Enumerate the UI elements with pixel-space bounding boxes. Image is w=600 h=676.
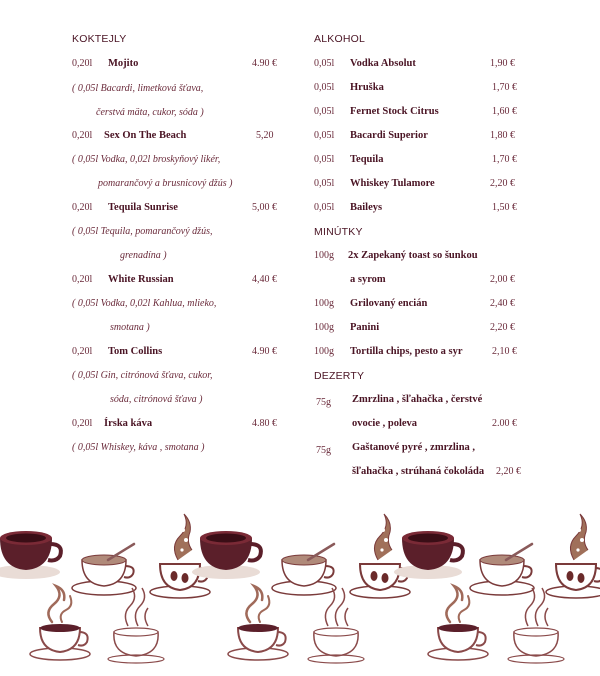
alcohol-name: Baileys: [350, 202, 383, 213]
snack-volume: 100g: [314, 346, 334, 357]
cocktail-name: Tom Collins: [108, 346, 163, 357]
cocktail-desc: ( 0,05l Tequila, pomarančový džús,: [72, 226, 213, 237]
snack-price: 2,40 €: [490, 298, 515, 309]
cocktail-desc: sóda, citrónová šťava ): [110, 394, 203, 405]
alcohol-volume: 0,05l: [314, 130, 335, 141]
alcohol-name: Hruška: [350, 82, 384, 93]
cocktail-desc: ( 0,05l Gin, citrónová šťava, cukor,: [72, 370, 213, 381]
alcohol-price: 1,70 €: [492, 82, 517, 93]
alcohol-name: Vodka Absolut: [350, 58, 416, 69]
snack-name: 2x Zapekaný toast so šunkou: [348, 250, 478, 261]
cocktail-desc: ( 0,05l Vodka, 0,02l Kahlua, mlieko,: [72, 298, 217, 309]
dessert-price: 2.00 €: [492, 418, 517, 429]
alcohol-name: Tequila: [350, 154, 384, 165]
dessert-volume: 75g: [316, 397, 331, 408]
alcohol-volume: 0,05l: [314, 178, 335, 189]
alcohol-price: 1,80 €: [490, 130, 515, 141]
snack-price: 2,10 €: [492, 346, 517, 357]
cocktail-desc: grenadína ): [120, 250, 167, 261]
alcohol-price: 2,20 €: [490, 178, 515, 189]
cocktail-name: Mojito: [108, 58, 139, 69]
snack-name: Tortilla chips, pesto a syr: [350, 346, 463, 357]
alcohol-volume: 0,05l: [314, 58, 335, 69]
cup-icon: [0, 514, 600, 663]
cocktail-name: Írska káva: [104, 418, 153, 429]
dessert-price: 2,20 €: [496, 466, 521, 477]
cocktail-desc: ( 0,05l Whiskey, káva , smotana ): [72, 442, 205, 453]
cocktail-desc: ( 0,05l Bacardi, limetková šťava,: [72, 83, 204, 94]
snack-name: a syrom: [350, 274, 386, 285]
alcohol-name: Bacardi Superior: [350, 130, 428, 141]
cocktail-name: White Russian: [108, 274, 174, 285]
cocktail-price: 4.80 €: [252, 418, 277, 429]
dessert-volume: 75g: [316, 445, 331, 456]
alcohol-price: 1,50 €: [492, 202, 517, 213]
cocktail-desc: pomarančový a brusnicový džús ): [98, 178, 233, 189]
alcohol-name: Whiskey Tulamore: [350, 178, 435, 189]
snack-volume: 100g: [314, 250, 334, 261]
alcohol-volume: 0,05l: [314, 82, 335, 93]
cocktail-price: 5,00 €: [252, 202, 277, 213]
cocktail-name: Tequila Sunrise: [108, 202, 178, 213]
alcohol-volume: 0,05l: [314, 202, 335, 213]
koktejly-heading: KOKTEJLY: [72, 33, 127, 45]
minutky-heading: MINÚTKY: [314, 226, 363, 238]
dessert-name: šľahačka , strúhaná čokoláda: [352, 466, 485, 477]
cocktail-volume: 0,20l: [72, 418, 93, 429]
coffee-cups-decoration: [0, 500, 600, 676]
cocktail-volume: 0,20l: [72, 274, 93, 285]
dezerty-heading: DEZERTY: [314, 370, 365, 382]
dessert-name: Zmrzlina , šľahačka , čerstvé: [352, 394, 483, 405]
cocktail-desc: smotana ): [110, 322, 150, 333]
snack-volume: 100g: [314, 322, 334, 333]
alcohol-name: Fernet Stock Citrus: [350, 106, 439, 117]
alcohol-price: 1,60 €: [492, 106, 517, 117]
cocktail-price: 4.90 €: [252, 346, 277, 357]
dessert-name: ovocie , poleva: [352, 418, 418, 429]
snack-name: Grilovaný encián: [350, 298, 428, 309]
snack-volume: 100g: [314, 298, 334, 309]
snack-price: 2,00 €: [490, 274, 515, 285]
cocktail-volume: 0,20l: [72, 346, 93, 357]
cocktail-price: 5,20: [256, 130, 274, 141]
alcohol-volume: 0,05l: [314, 154, 335, 165]
alkohol-heading: ALKOHOL: [314, 33, 366, 45]
cocktail-desc: ( 0,05l Vodka, 0,02l broskyňový likér,: [72, 154, 221, 165]
alcohol-price: 1,70 €: [492, 154, 517, 165]
cocktail-price: 4,40 €: [252, 274, 277, 285]
alcohol-price: 1,90 €: [490, 58, 515, 69]
cocktail-price: 4.90 €: [252, 58, 277, 69]
cocktail-desc: čerstvá mäta, cukor, sóda ): [96, 107, 204, 118]
cocktail-volume: 0,20l: [72, 202, 93, 213]
cocktail-volume: 0,20l: [72, 58, 93, 69]
dessert-name: Gaštanové pyré , zmrzlina ,: [352, 442, 476, 453]
snack-price: 2,20 €: [490, 322, 515, 333]
alcohol-volume: 0,05l: [314, 106, 335, 117]
cocktail-name: Sex On The Beach: [104, 130, 187, 141]
snack-name: Panini: [350, 322, 380, 333]
cocktail-volume: 0,20l: [72, 130, 93, 141]
